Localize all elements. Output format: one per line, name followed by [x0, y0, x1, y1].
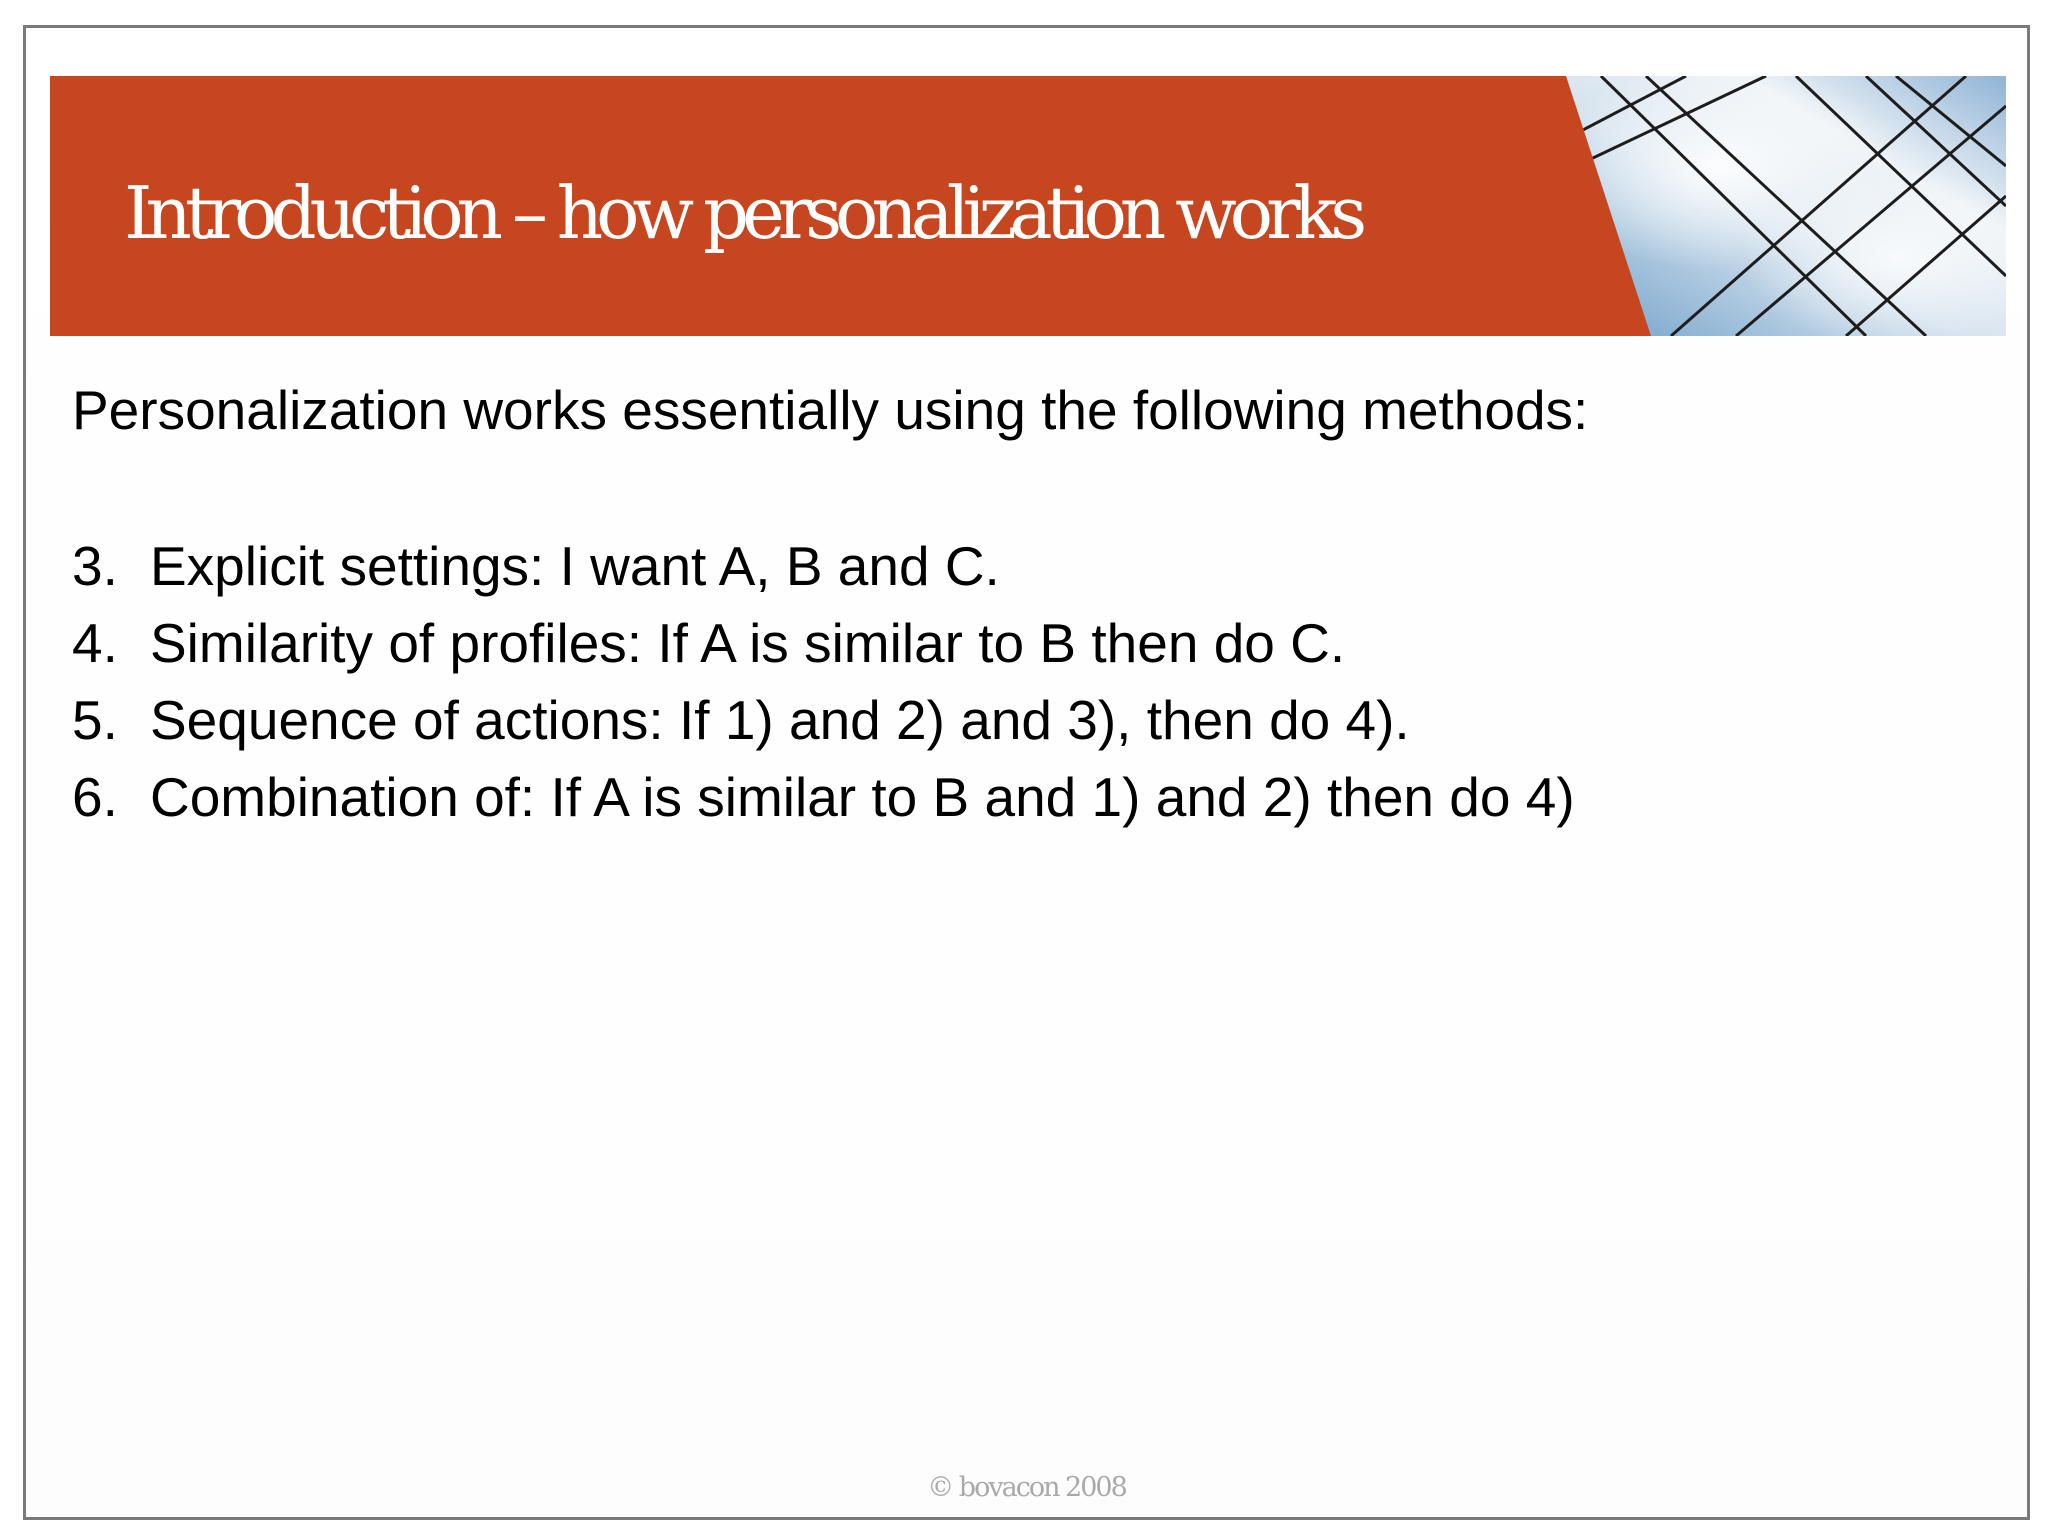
- list-item: [72, 528, 1575, 605]
- list-item-text: Sequence of actions: If 1) and 2) and 3), then do 4).: [150, 689, 1410, 751]
- title-banner: [50, 76, 2006, 336]
- list-item: [72, 759, 1575, 836]
- list-item-number: 5.: [72, 689, 118, 751]
- list-item: [72, 682, 1575, 759]
- slide: [23, 25, 2030, 1520]
- copyright-footer: © bovacon 2008: [927, 1472, 1126, 1503]
- intro-text: Personalization works essentially using the following methods:: [72, 379, 1589, 441]
- list-item-text: Similarity of profiles: If A is similar to B then do C.: [150, 612, 1346, 674]
- list-item-text: Explicit settings: I want A, B and C.: [150, 535, 1000, 597]
- list-item-number: 4.: [72, 612, 118, 674]
- list-item-number: 3.: [72, 535, 118, 597]
- list-item: [72, 605, 1575, 682]
- slide-title: Introduction – how personalization works: [124, 171, 1361, 255]
- glass-building-facade-image: [1566, 76, 2006, 336]
- list-item-number: 6.: [72, 766, 118, 828]
- methods-list: [72, 528, 1575, 836]
- list-item-text: Combination of: If A is similar to B and 1) and 2) then do 4): [150, 766, 1575, 828]
